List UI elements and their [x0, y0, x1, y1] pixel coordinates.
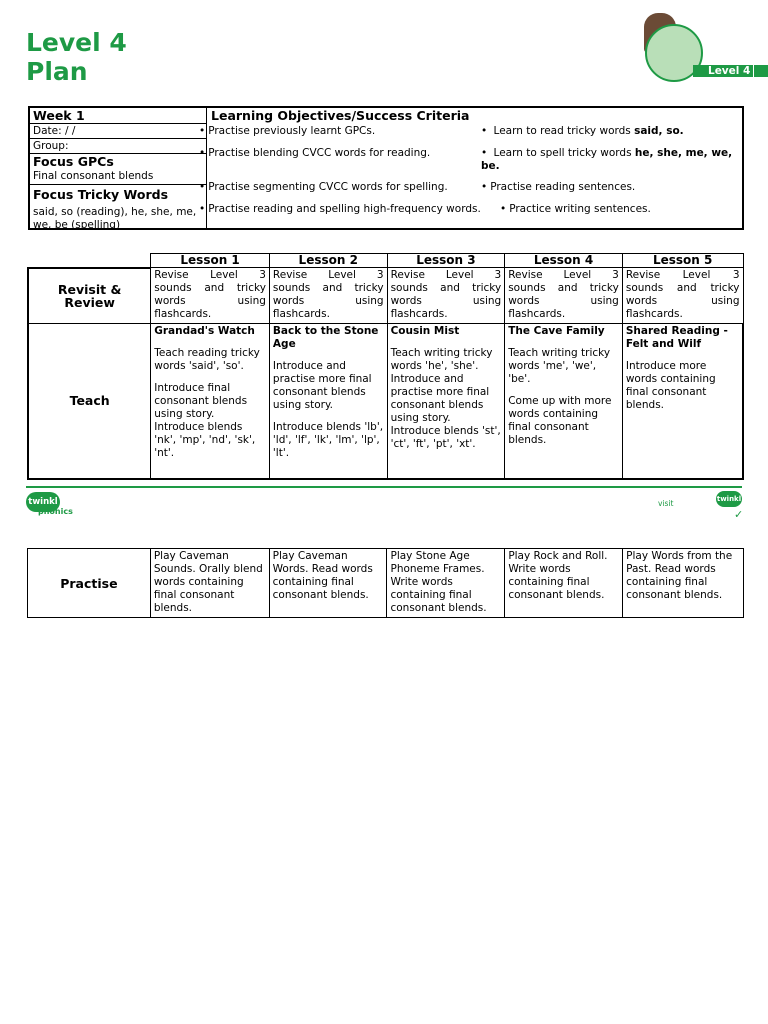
lesson-header: Lesson 4 — [505, 254, 623, 268]
lesson-header: Lesson 3 — [387, 254, 505, 268]
practise-table — [27, 548, 744, 618]
lesson-title: The Cave Family — [508, 325, 605, 337]
success-criterion: • Learn to read tricky words said, so. — [481, 125, 684, 137]
logo-subtitle: phonics — [38, 507, 73, 516]
practise-cell: Play Stone Age Phoneme Frames. Write words containing final consonant blends. — [387, 549, 505, 618]
success-criterion: • Practice writing sentences. — [500, 203, 651, 215]
revisit-cell: Revise Level 3 sounds and tricky words using flashcards. — [387, 268, 505, 324]
footer-divider — [26, 486, 742, 488]
visit-text: visit — [658, 499, 674, 508]
teach-cell: Cousin Mist Teach writing tricky words 'he', 'she'. Introduce and practise more final consonant blends using story. Introduce blends 'st', 'ct', 'ft', 'pt', 'xt'. — [387, 324, 505, 479]
check-icon: ✓ — [734, 508, 744, 521]
lesson-title: Grandad's Watch — [154, 325, 255, 337]
focus-gpcs-section — [30, 154, 206, 185]
success-criterion: • Learn to spell tricky words he, she, me, we, be. — [481, 147, 733, 172]
revisit-cell: Revise Level 3 sounds and tricky words using flashcards. — [269, 268, 387, 324]
title-line-1: Level 4 — [26, 28, 127, 57]
lesson-title: Shared Reading - Felt and Wilf — [625, 325, 728, 350]
lesson-title: Back to the Stone Age — [272, 325, 379, 350]
objective-item: • Practise blending CVCC words for reading. — [199, 147, 431, 159]
teach-cell: The Cave Family Teach writing tricky words 'me', 'we', 'be'. Come up with more words containing final consonant blends. — [505, 324, 623, 479]
teach-cell: Grandad's Watch Teach reading tricky words 'said', 'so'. Introduce final consonant blends using story. Introduce blends 'nk', 'mp', 'nd', 'sk', 'nt'. — [151, 324, 270, 479]
revisit-cell: Revise Level 3 sounds and tricky words using flashcards. — [505, 268, 623, 324]
lesson-title: Cousin Mist — [390, 325, 460, 337]
lesson-header: Lesson 2 — [269, 254, 387, 268]
objective-item: • Practise previously learnt GPCs. — [199, 125, 376, 137]
practise-cell: Play Rock and Roll. Write words containing final consonant blends. — [505, 549, 623, 618]
teach-cell: Shared Reading - Felt and Wilf Introduce more words containing final consonant blends. — [622, 324, 743, 479]
lesson-header-row — [28, 254, 743, 268]
lesson-header: Lesson 1 — [151, 254, 270, 268]
objective-item: • Practise reading and spelling high-frequency words. — [199, 203, 481, 215]
title-line-2: Plan — [26, 57, 88, 86]
objectives-box — [28, 106, 744, 230]
practise-row — [28, 549, 744, 618]
twinkl-logo: twinkl — [716, 491, 742, 507]
objective-item: • Practise segmenting CVCC words for spelling. — [199, 181, 448, 193]
focus-gpcs-value: Final consonant blends — [33, 170, 154, 182]
revisit-cell: Revise Level 3 sounds and tricky words using flashcards. — [151, 268, 270, 324]
focus-tricky-value: said, so (reading), he, she, me, we, be (spelling) — [33, 206, 197, 231]
page-title — [26, 28, 127, 86]
logo-cloud: twinkl — [26, 492, 60, 512]
row-label: Practise — [28, 549, 151, 618]
lesson-plan-table — [27, 253, 744, 480]
row-label: Teach — [28, 324, 151, 479]
success-criterion: • Practise reading sentences. — [481, 181, 636, 193]
week-label: Week 1 — [30, 108, 206, 124]
practise-cell: Play Words from the Past. Read words containing final consonant blends. — [623, 549, 744, 618]
teach-row — [28, 324, 743, 479]
date-field: Date: / / — [30, 124, 206, 139]
focus-tricky-heading: Focus Tricky Words — [33, 187, 169, 202]
practise-cell: Play Caveman Words. Read words containing final consonant blends. — [269, 549, 387, 618]
twinkl-phonics-logo — [26, 492, 73, 518]
revisit-cell: Revise Level 3 sounds and tricky words using flashcards. — [622, 268, 743, 324]
focus-tricky-section — [30, 186, 206, 230]
lesson-header: Lesson 5 — [622, 254, 743, 268]
focus-gpcs-heading: Focus GPCs — [33, 154, 114, 169]
teach-cell: Back to the Stone Age Introduce and practise more final consonant blends using story. Introduce blends 'lb', 'ld', 'lf', 'lk', 'lm', 'lp', 'lt'. — [269, 324, 387, 479]
group-field: Group: — [30, 139, 206, 154]
level-badge-tab: Level 4 — [693, 65, 768, 77]
row-label: Revisit & Review — [28, 268, 151, 324]
revisit-row — [28, 268, 743, 324]
objectives-title: Learning Objectives/Success Criteria — [211, 108, 470, 123]
practise-cell: Play Caveman Sounds. Orally blend words containing final consonant blends. — [150, 549, 269, 618]
empty-corner — [28, 254, 151, 268]
week-info-panel — [30, 108, 207, 231]
